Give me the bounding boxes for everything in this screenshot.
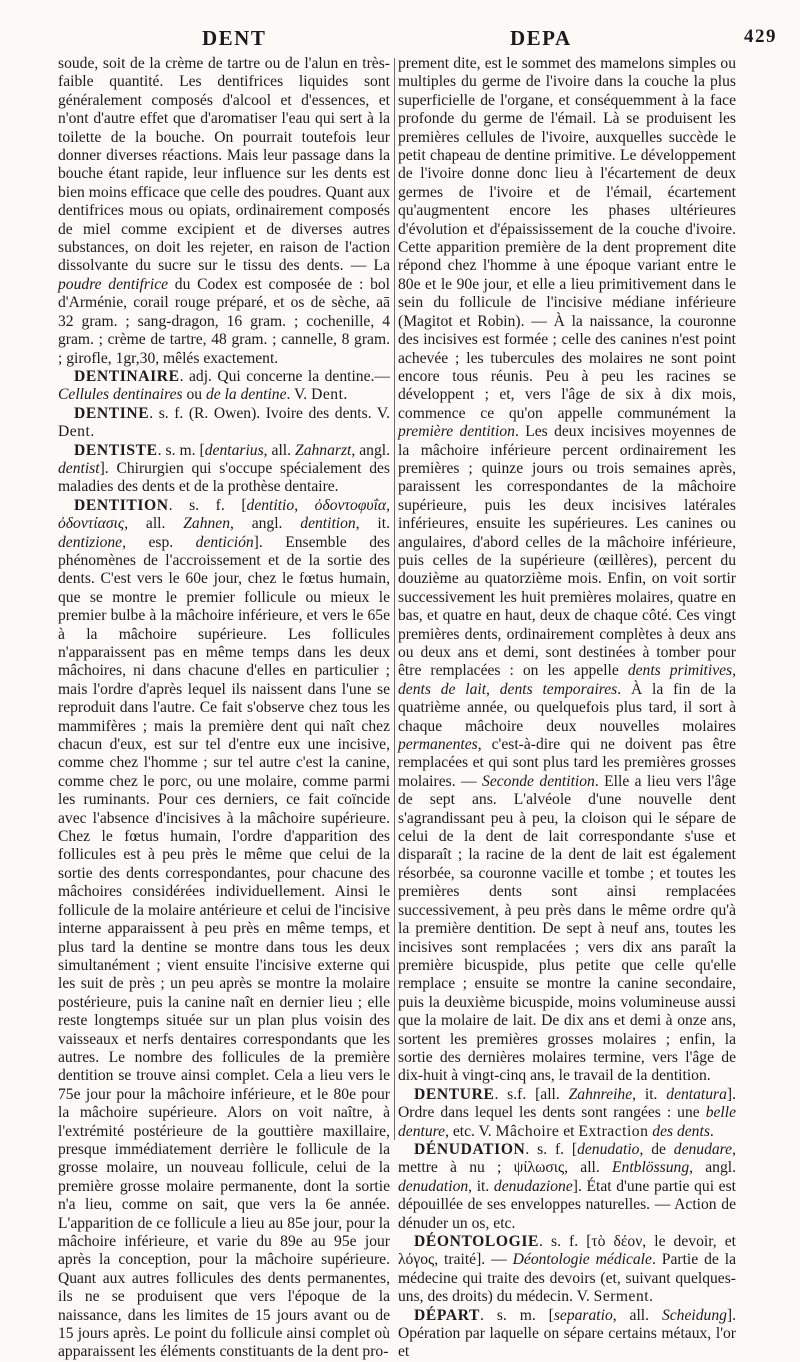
entry-dentition-continuation: prement dite, est le sommet des mamelons simples ou multiples du germe de l'ivoire dans la couche la plus superficielle de l'organe, et conséquemment à la face profonde du germe de l'émail. Là se produisent les premières cellules de l'ivoire, auxquelles succède le petit chapeau de dentine primitive. Le développement de l'ivoire donne donc lieu à l'écartement de deux germes de l'ivoire et de l'émail, écartement qu'augmentent encore les phases ultérieures d'évolution et d'épaississement de la couche d'ivoire. Cette apparition première de la dent proprement dite répond chez l'homme à une époque variant entre le 80e et le 90e jour, et elle a lieu primitivement dans le sein du follicule de l'incisive médiane inférieure (Magitot et Robin). — À la naissance, la couronne des incisives est formée ; celle des canines n'est point achevée ; les tubercules des molaires ne sont point encore tous réunis. Peu à peu les racines se développent ; et, vers l'âge de six à dix mois, commence ce qu'on appelle communément la première dentition. Les deux incisives moyennes de la mâchoire inférieure percent ordinairement les premières ; quinze jours ou trois semaines après, paraissent les correspondantes de la mâchoire supérieure, puis les deux incisives latérales inférieures, ensuite les supérieures. Les canines ou angulaires, d'abord celles de la mâchoire inférieure, puis celles de la supérieure (œillères), percent du douzième au quatorzième mois. Enfin, on voit sortir successivement les huit premières molaires, quatre en bas, et quatre en haut, deux de chaque côté. Ces vingt premières dents, ordinairement complètes à deux ans ou deux ans et demi, sont destinées à tomber pour être remplacées : on les appelle dents primitives, dents de lait, dents temporaires. À la fin de la quatrième année, ou quelquefois plus tard, il sort à chaque mâchoire deux nouvelles molaires permanentes, c'est-à-dire qui ne doivent pas être remplacées et qui sont plus tard les premières grosses molaires. — Seconde dentition. Elle a lieu vers l'âge de sept ans. L'alvéole d'une nouvelle dent s'agrandissant peu à peu, la cloison qui le sépare de celui de la dent de lait correspondante s'use et disparaît ; la racine de la dent de lait est également résorbée, sa couronne vacille et tombe ; et toutes les premières dents sont ainsi remplacées successivement, à peu près dans le même ordre qu'à la première dentition. De sept à neuf ans, toutes les incisives sont remplacées ; vers dix ans paraît la première bicuspide, plus petite que celle qu'elle remplace ; ensuite se montre la canine secondaire, puis la deuxième bicuspide, moins volumineuse aussi que la molaire de lait. De dix ans et demi à onze ans, sortent les premières grosses molaires ; enfin, la sortie des dernières molaires termine, vers l'âge de dix-huit à vingt-cinq ans, le travail de la dentition. <box>398 55 737 1085</box>
headword: DENTISTE <box>74 441 158 459</box>
entry-depart: DÉPART. s. m. [separatio, all. Scheidung]. Opération par laquelle on sépare certains métaux, l'or et <box>398 1306 737 1361</box>
cross-reference: Dent <box>58 423 91 441</box>
page-header <box>0 18 800 52</box>
entry-dentifrice-continuation: soude, soit de la crème de tartre ou de l'alun en très-faible quantité. Les dentifrices liquides sont généralement composés d'alcool et d'essences, et n'ont d'autre effet que d'aromatiser l'eau qui sert à la toilette de la bouche. On pourrait toutefois leur donner diverses réactions. Mais leur passage dans la bouche étant rapide, leur influence sur les dents est bien moins efficace que celle des poudres. Quant aux dentifrices mous ou opiats, ordinairement composés de miel comme excipient et de diverses autres substances, on doit les rejeter, en raison de l'action dissolvante du sucre sur le tissu des dents. — La poudre dentifrice du Codex est composée de : bol d'Arménie, corail rouge préparé, et os de sèche, aā 32 gram. ; sang-dragon, 16 gram. ; cochenille, 4 gram. ; crème de tartre, 48 gram. ; cannelle, 8 gram. ; girofle, 1gr,30, mêlés exactement. <box>58 55 390 367</box>
entry-deontologie: DÉONTOLOGIE. s. f. [τὸ δέον, le devoir, et λόγος, traité]. — Déontologie médicale. Partie de la médecine qui traite des devoirs (et, suivant quelques-uns, des droits) du médecin. V. Serment. <box>398 1233 736 1306</box>
page-number: 429 <box>744 26 777 47</box>
cross-reference: Extraction <box>578 1122 649 1140</box>
column-divider <box>394 58 395 1140</box>
headword: DENTINE <box>74 404 150 422</box>
entry-dentine: DENTINE. s. f. (R. Owen). Ivoire des dents. V. Dent. <box>58 404 390 441</box>
headword: DÉNUDATION <box>414 1140 526 1158</box>
entry-dentition: DENTITION. s. f. [dentitio, ὀδοντοφυΐα, ὀδοντίασις, all. Zahnen, angl. dentition, it. dentizione, esp. dentición]. Ensemble des phénomènes de l'accroissement et de la sortie des dents. C'est vers le 60e jour, chez le fœtus humain, que se montre le premier follicule ou mieux le premier bulbe à la mâchoire inférieure, et vers le 65e à la mâchoire supérieure. Les follicules n'apparaissent pas en même temps dans les deux mâchoires, ni dans chacune d'elles en particulier ; mais l'ordre d'après lequel ils naissent dans l'une se reproduit dans l'autre. Ce fait s'observe chez tous les mammifères ; mais la première dent qui naît chez chacun d'eux, est sur tel d'entre eux une incisive, comme chez l'homme ; sur tel autre c'est la canine, comme chez le porc, ou une molaire, comme parmi les ruminants. Pour ces derniers, ce fait coïncide avec l'absence d'incisives à la mâchoire supérieure. Chez le fœtus humain, l'ordre d'apparition des follicules est à peu près le même que celui de la sortie des dents correspondantes, pour chacune des mâchoires considérées individuellement. Ainsi le follicule de la molaire antérieure et celui de l'incisive interne apparaissent à peu près en même temps, et plus tard la dentine se montre dans tous les deux simultanément ; vient ensuite l'incisive externe qui les suit de près ; un peu après se montre la molaire postérieure, puis la canine naît en dernier lieu ; elle reste longtemps située sur un plan plus voisin des vaisseaux et nerfs dentaires correspondants que les autres. Le nombre des follicules de la première dentition se trouve ainsi complet. Cela a lieu vers le 75e jour pour la mâchoire inférieure, et le 80e pour la mâchoire supérieure. Alors on voit naître, à l'extrémité postérieure de la gouttière maxillaire, presque immédiatement derrière le follicule de la grosse molaire, un nouveau follicule, celui de la première grosse molaire permanente, dont la sortie n'a lieu, comme on sait, que vers la 6e année. L'apparition de ce follicule a lieu au 85e jour, pour la mâchoire inférieure, et varie du 89e au 95e jour après la conception, pour la mâchoire supérieure. Quant aux autres follicules des dents permanentes, ils ne se produisent que vers l'époque de la naissance, dans les limites de 15 jours avant ou de 15 jours après. Le point du follicule ainsi complet où apparaissent les éléments constituants de la dent pro- <box>58 496 390 1361</box>
headword: DÉPART <box>414 1306 481 1324</box>
right-column <box>398 55 737 1361</box>
left-column <box>58 55 391 1361</box>
running-head-left: DENT <box>202 26 267 50</box>
cross-reference: Dent <box>311 386 344 404</box>
headword: DÉONTOLOGIE <box>414 1233 540 1250</box>
entry-denudation: DÉNUDATION. s. f. [denudatio, de denudare, mettre à nu ; ψίλωσις, all. Entblössung, angl. denudation, it. denudazione]. État d'une partie qui est dépouillée de ses enveloppes naturelles. — Action de dénuder un os, etc. <box>398 1140 737 1232</box>
headword: DENTINAIRE <box>74 367 180 385</box>
running-head-right: DEPA <box>510 26 572 50</box>
headword: DENTURE <box>414 1085 495 1103</box>
cross-reference: Mâchoire <box>495 1122 560 1140</box>
cross-reference: Serment <box>593 1288 650 1306</box>
entry-denture: DENTURE. s.f. [all. Zahnreihe, it. dentatura]. Ordre dans lequel les dents sont rangées : une belle denture, etc. V. Mâchoire et Extraction des dents. <box>398 1085 736 1140</box>
entry-dentiste: DENTISTE. s. m. [dentarius, all. Zahnarzt, angl. dentist]. Chirurgien qui s'occupe spécialement des maladies des dents et de la prothèse dentaire. <box>58 441 391 496</box>
entry-dentinaire: DENTINAIRE. adj. Qui concerne la dentine.—Cellules dentinaires ou de la dentine. V. Dent. <box>58 367 390 404</box>
headword: DENTITION <box>74 496 169 514</box>
